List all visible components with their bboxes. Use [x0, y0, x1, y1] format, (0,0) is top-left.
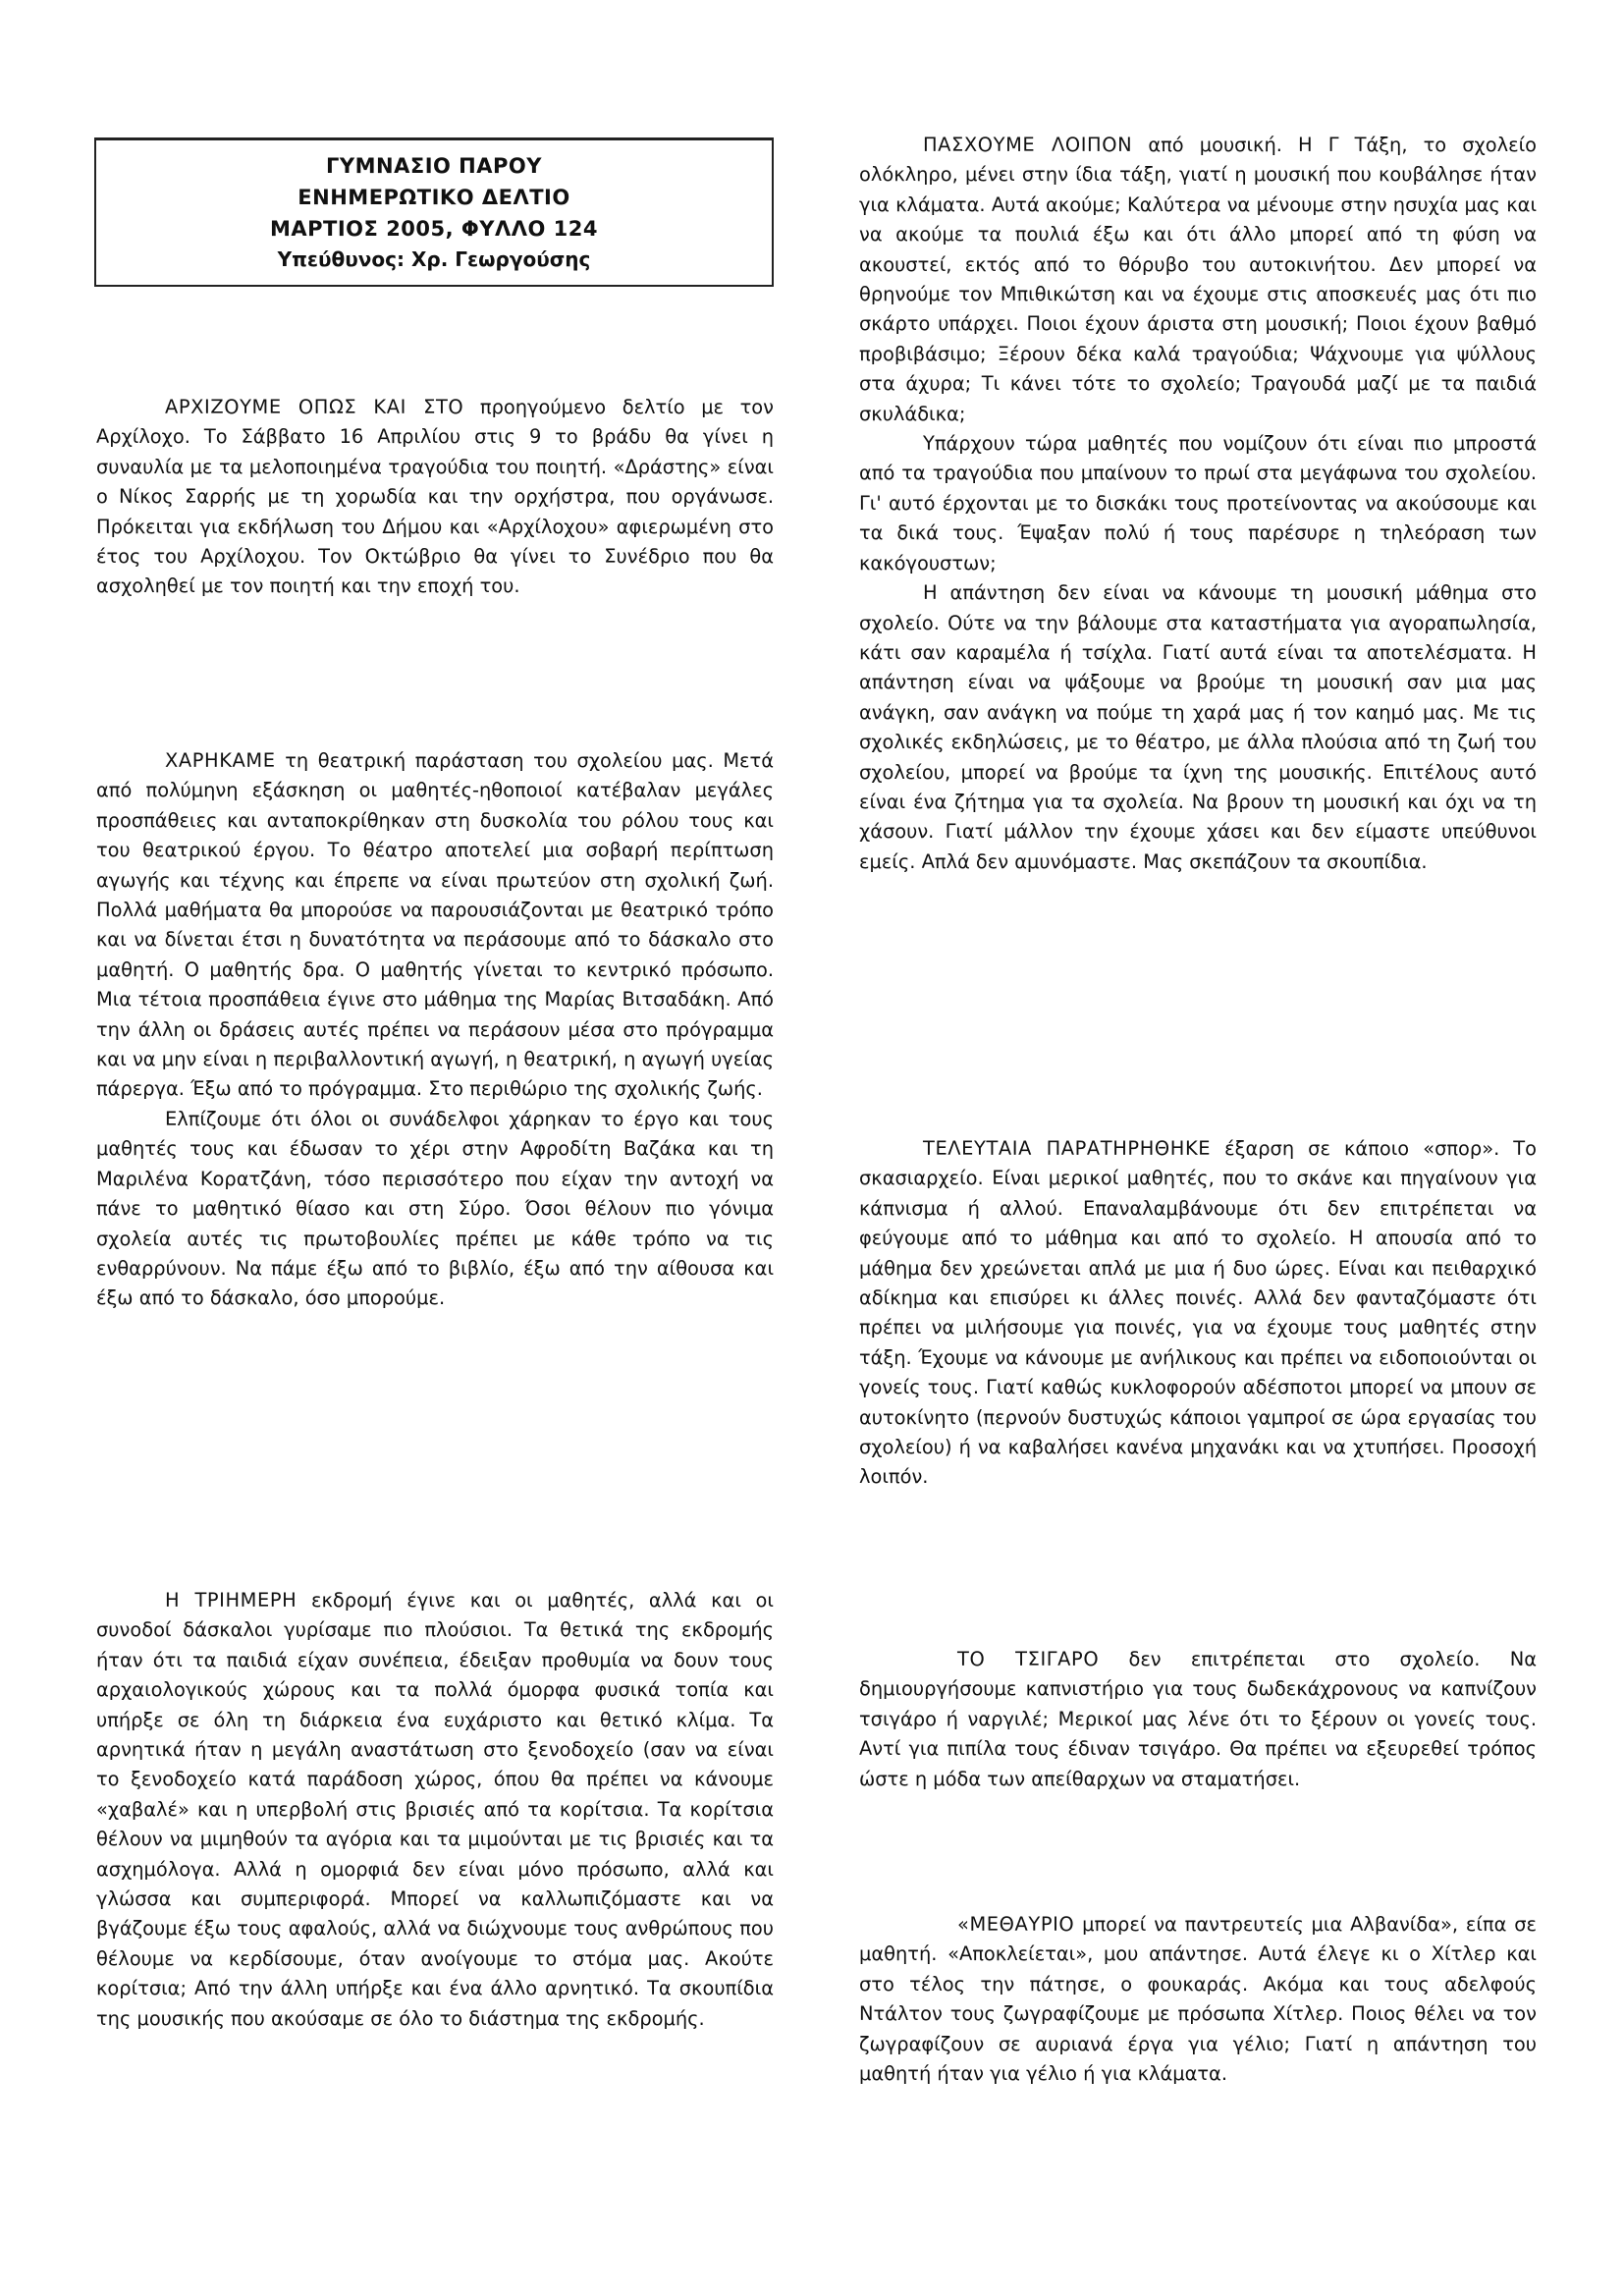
article-truancy	[859, 1134, 1537, 1493]
article-paragraph: Η απάντηση δεν είναι να κάνουμε τη μουσική μάθημα στο σχολείο. Ούτε να την βάλουμε στα καταστήματα για αγοραπωλησία, κάτι σαν καραμέλα ή τσίχλα. Γιατί αυτά είναι τα αποτελέσματα. Η απάντηση είναι να ψάξουμε να βρούμε τη μουσική σαν μια μας ανάγκη, σαν ανάγκη να πούμε τη χαρά μας ή τον καημό μας. Με τις σχολικές εκδηλώσεις, με το θέατρο, με άλλα πλούσια από τη ζωή του σχολείου, μπορεί να βρούμε τα ίχνη της μουσικής. Επιτέλους αυτό είναι ένα ζήτημα για τα σχολεία. Να βρουν τη μουσική και όχι να τη χάσουν. Γιατί μάλλον την έχουμε χάσει και δεν είμαστε υπεύθυνοι εμείς. Απλά δεν αμυνόμαστε. Μας σκεπάζουν τα σκουπίδια.	[859, 581, 1537, 873]
editor-line: Υπεύθυνος: Χρ. Γεωργούσης	[277, 247, 591, 271]
article-paragraph: Υπάρχουν τώρα μαθητές που νομίζουν ότι είναι πιο μπροστά από τα τραγούδια που μπαίνουν το πρωί στα μεγάφωνα του σχολείου. Γι' αυτό έρχονται με το δισκάκι τους προτείνοντας να ακούσουμε και τα δικά τους. Έψαξαν πολύ ή τους παρέσυρε η τηλεόραση των κακόγουστων;	[859, 432, 1537, 574]
article-archilochus	[96, 393, 774, 602]
article-body: δεν επιτρέπεται στο σχολείο. Να δημιουργήσουμε καπνιστήριο για τους δωδεκάχρονους να καπνίζουν τσιγάρο ή ναργιλέ; Μερικοί μας λένε ότι το ξέρουν οι γονείς τους. Αντί για πιπίλα τους έδιναν τσιγάρο. Θα πρέπει να εξευρεθεί τρόπος ώστε η μόδα των απείθαρχων να σταματήσει.	[859, 1648, 1537, 1790]
article-paragraph: Ελπίζουμε ότι όλοι οι συνάδελφοι χάρηκαν το έργο και τους μαθητές τους και έδωσαν το χέρι στην Αφροδίτη Βαζάκα και τη Μαριλένα Κορατζάνη, τόσο περισσότερο που είχαν την αντοχή να πάνε το μαθητικό θίασο και στη Σύρο. Όσοι θέλουν πιο γόνιμα σχολεία αυτές τις πρωτοβουλίες πρέπει με κάθε τρόπο να τις ενθαρρύνουν. Να πάμε έξω από το βιβλίο, έξω από την αίθουσα και έξω από το δάσκαλο, όσο μπορούμε.	[96, 1107, 774, 1310]
article-lead: Η ΤΡΙΗΜΕΡΗ	[165, 1589, 298, 1612]
issue-line: ΜΑΡΤΙΟΣ 2005, ΦΥΛΛΟ 124	[270, 217, 598, 241]
article-lead: ΤΟ ΤΣΙΓΑΡΟ	[957, 1648, 1100, 1670]
article-body: μπορεί να παντρευτείς μια Αλβανίδα», είπα σε μαθητή. «Αποκλείεται», μου απάντησε. Αυτά έλεγε κι ο Χίτλερ και στο τέλος την πάτησε, ο φουκαράς. Ακόμα και τους αδελφούς Ντάλτον τους ζωγραφίζουμε με πρόσωπα Χίτλερ. Ποιος θέλει να τον ζωγραφίζουν σε αυριανά έργα για γέλιο; Γιατί η απάντηση του μαθητή ήταν για γέλιο ή για κλάματα.	[859, 1913, 1537, 2086]
article-lead: «ΜΕΘΑΥΡΙΟ	[957, 1913, 1075, 1936]
bulletin-title: ΕΝΗΜΕΡΩΤΙΚΟ ΔΕΛΤΙΟ	[298, 186, 570, 209]
article-body: έξαρση σε κάποιο «σπορ». Το σκασιαρχείο. Είναι μερικοί μαθητές, που το σκάνε και πηγαίνουν για κάπνισμα ή αλλού. Επαναλαμβάνουμε ότι δεν επιτρέπεται να φεύγουμε από το μάθημα και από το σχολείο. Η απουσία από το μάθημα δεν χρεώνεται απλά με μια ή δυο ώρες. Είναι και πειθαρχικό αδίκημα και επισύρει κι άλλες ποινές. Αλλά δεν φανταζόμαστε ότι πρέπει να μιλήσουμε για ποινές, για να έχουμε τους μαθητές στην τάξη. Έχουμε να κάνουμε με ανήλικους και πρέπει να ειδοποιούνται οι γονείς τους. Γιατί καθώς κυκλοφορούν αδέσποτοι μπορεί να μπουν σε αυτοκίνητο (περνούν δυστυχώς κάποιοι γαμπροί σε ώρα εργασίας του σχολείου) ή να καβαλήσει κανένα μηχανάκι και να χτυπήσει. Προσοχή λοιπόν.	[859, 1137, 1537, 1489]
article-body: τη θεατρική παράσταση του σχολείου μας. Μετά από πολύμηνη εξάσκηση οι μαθητές-ηθοποιοί κατέβαλαν μεγάλες προσπάθειες και ανταποκρίθηκαν στη δυσκολία του ρόλου τους και του θεατρικού έργου. Το θέατρο αποτελεί μια σοβαρή περίπτωση αγωγής και τέχνης και έπρεπε να είναι πρωτεύον στη σχολική ζωή. Πολλά μαθήματα θα μπορούσε να παρουσιάζονται με θεατρικό τρόπο και να δίνεται έτσι η δυνατότητα να περάσουμε από το δάσκαλο στο μαθητή. Ο μαθητής δρα. Ο μαθητής γίνεται το κεντρικό πρόσωπο. Μια τέτοια προσπάθεια έγινε στο μάθημα της Μαρίας Βιτσαδάκη. Από την άλλη οι δράσεις αυτές πρέπει να περάσουν μέσα στο πρόγραμμα και να μην είναι η περιβαλλοντική αγωγή, η θεατρική, η αγωγή υγείας πάρεργα. Έξω από το πρόγραμμα. Στο περιθώριο της σχολικής ζωής.	[96, 749, 774, 1101]
masthead-box	[94, 137, 774, 287]
article-body: εκδρομή έγινε και οι μαθητές, αλλά και οι συνοδοί δάσκαλοι γυρίσαμε πιο πλούσιοι. Τα θετικά της εκδρομής ήταν ότι τα παιδιά είχαν συνέπεια, έδειξαν προθυμία να δουν τους αρχαιολογικούς χώρους και τα πολλά όμορφα φυσικά τοπία και υπήρξε σε όλη τη διάρκεια ένα ευχάριστο και θετικό κλίμα. Τα αρνητικά ήταν η μεγάλη αναστάτωση στο ξενοδοχείο (σαν να είναι το ξενοδοχείο κατά παράδοση χώρος, όπου θα πρέπει να κάνουμε «χαβαλέ» και η υπερβολή στις βρισιές από τα κορίτσια. Τα κορίτσια θέλουν να μιμηθούν τα αγόρια και τα μιμούνται με τις βρισιές και τα ασχημόλογα. Αλλά η ομορφιά δεν είναι μόνο πρόσωπο, αλλά και γλώσσα και συμπεριφορά. Μπορεί να καλλωπιζόμαστε και να βγάζουμε έξω τους αφαλούς, αλλά να διώχνουμε τους ανθρώπους που θέλουμε να κερδίσουμε, όταν ανοίγουμε το στόμα μας. Ακούτε κορίτσια; Από την άλλη υπήρξε και ένα άλλο αρνητικό. Τα σκουπίδια της μουσικής που ακούσαμε σε όλο το διάστημα της εκδρομής.	[96, 1589, 774, 2030]
article-body: προηγούμενο δελτίο με τον Αρχίλοχο. Το Σάββατο 16 Απριλίου στις 9 το βράδυ θα γίνει η συναυλία με τα μελοποιημένα τραγούδια του ποιητή. «Δράστης» είναι ο Νίκος Σαρρής με τη χορωδία και την ορχήστρα, που οργάνωσε. Πρόκειται για εκδήλωση του Δήμου και «Αρχίλοχου» αφιερωμένη στο έτος του Αρχίλοχου. Τον Οκτώβριο θα γίνει το Συνέδριο που θα ασχοληθεί με τον ποιητή και την εποχή του.	[96, 396, 775, 598]
article-lead: ΧΑΡΗΚΑΜΕ	[165, 749, 276, 772]
article-tomorrow	[859, 1910, 1537, 2089]
school-name: ΓΥΜΝΑΣΙΟ ΠΑΡΟΥ	[326, 154, 542, 178]
article-lead: ΠΑΣΧΟΥΜΕ ΛΟΙΠΟΝ	[923, 134, 1133, 156]
article-lead: ΤΕΛΕΥΤΑΙΑ ΠΑΡΑΤΗΡΗΘΗΚΕ	[923, 1137, 1212, 1160]
article-lead: ΑΡΧΙΖΟΥΜΕ ΟΠΩΣ ΚΑΙ ΣΤΟ	[165, 396, 464, 418]
article-trip	[96, 1586, 774, 2034]
article-smoking	[859, 1645, 1537, 1794]
article-music	[859, 131, 1537, 877]
article-body: από μουσική. Η Γ Τάξη, το σχολείο ολόκληρο, μένει στην ίδια τάξη, γιατί η μουσική που κουβάλησε ήταν για κλάματα. Αυτά ακούμε; Καλύτερα να μένουμε στην ησυχία μας και να ακούμε τα πουλιά έξω και ότι άλλο μπορεί από τη φύση να ακουστεί, εκτός από το θόρυβο του αυτοκινήτου. Δεν μπορεί να θρηνούμε τον Μπιθικώτση και να έχουμε στις αποσκευές μας ότι πιο σκάρτο υπάρχει. Ποιοι έχουν άριστα στη μουσική; Ποιοι έχουν βαθμό προβιβάσιμο; Ξέρουν δέκα καλά τραγούδια; Ψάχνουμε για ψύλλους στα άχυρα; Τι κάνει τότε το σχολείο; Τραγουδά μαζί με τα παιδιά σκυλάδικα;	[859, 134, 1537, 425]
article-theatre	[96, 746, 774, 1314]
